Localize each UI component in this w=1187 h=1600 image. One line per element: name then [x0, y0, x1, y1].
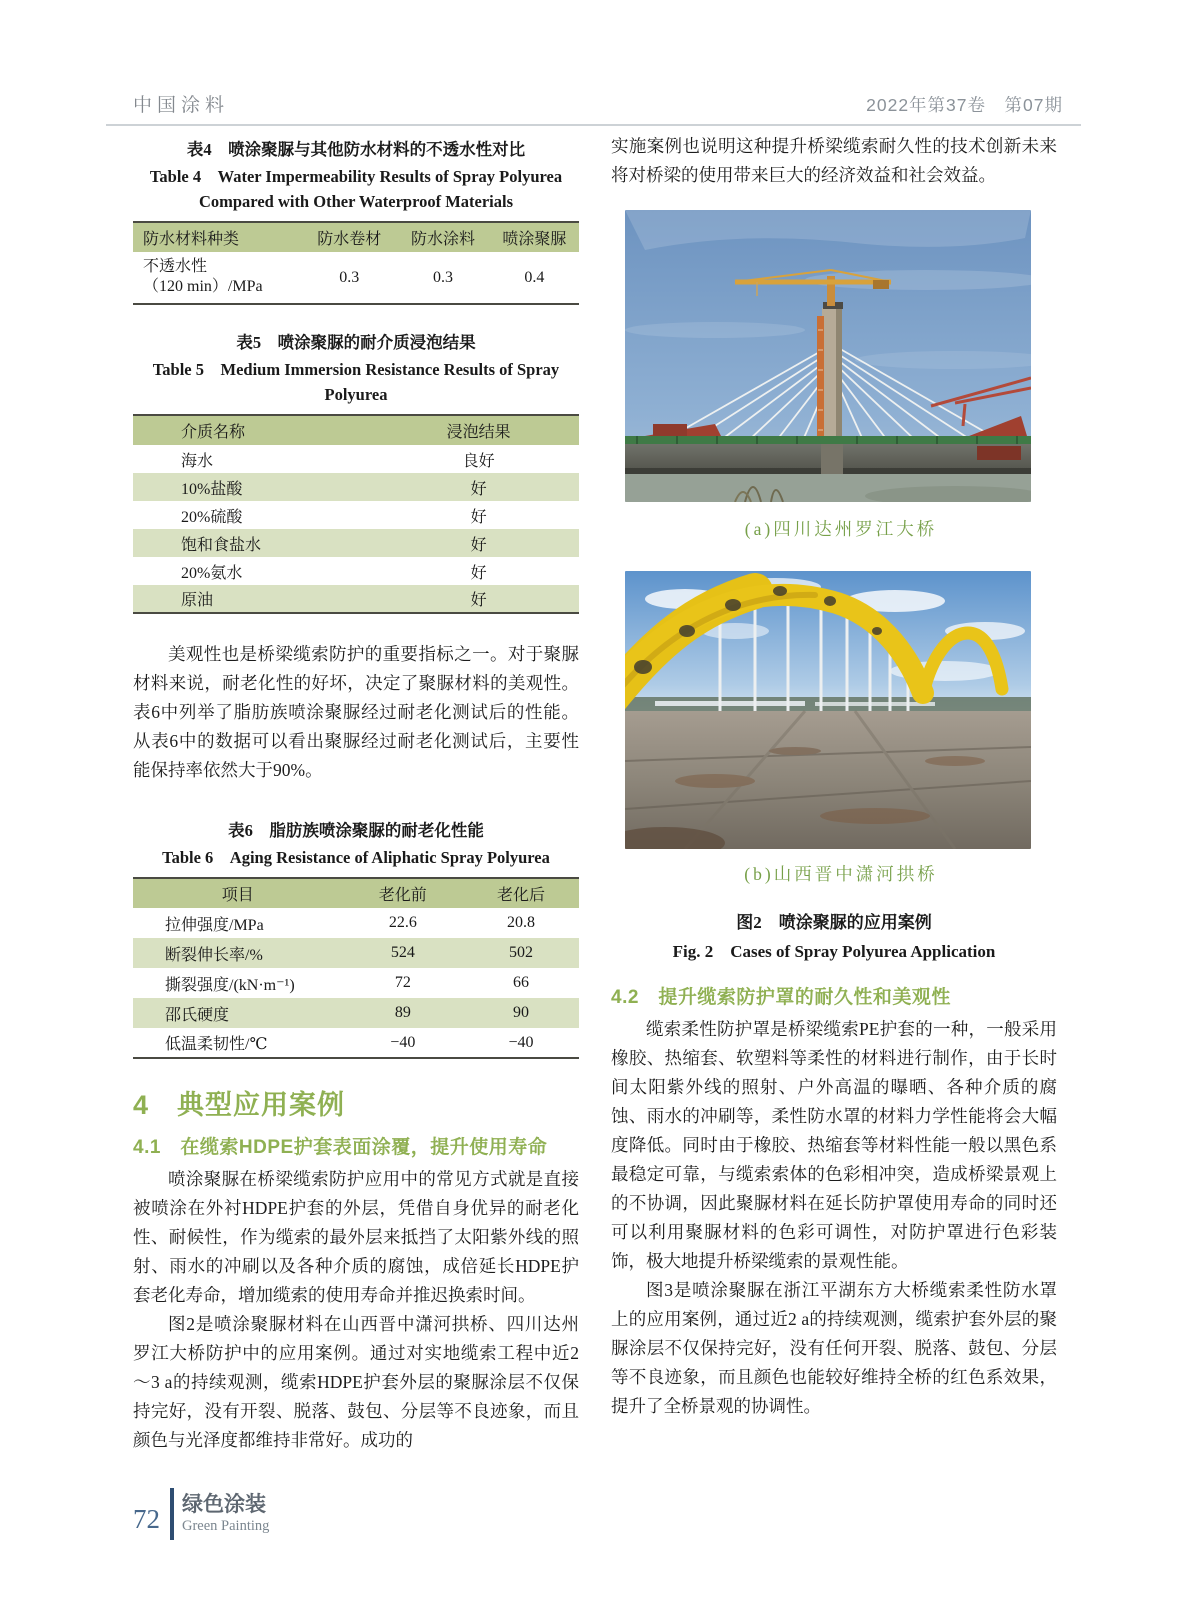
paragraph-fig3-case: 图3是喷涂聚脲在浙江平湖东方大桥缆索柔性防水罩上的应用案例，通过近2 a的持续观测，缆索护套外层的聚脲涂层不仅保持完好，没有任何开裂、脱落、鼓包、分层等不良迹象，而且颜色也能较好维持全桥的红色系效果，提升了全桥景观的协调性。 [611, 1280, 1057, 1416]
table4-data-row [133, 252, 579, 304]
section-4-2-heading: 4.2 提升缆索防护罩的耐久性和美观性 [611, 987, 951, 1008]
table6-item: 断裂伸长率/% [133, 938, 343, 968]
table6-title-en: Table 6 Aging Resistance of Aliphatic Spray Polyurea [162, 848, 550, 867]
table6-after: 502 [463, 938, 579, 968]
table6-row [133, 968, 579, 998]
table5-medium: 原油 [133, 585, 378, 613]
table5-result: 良好 [462, 452, 495, 470]
table6-header-cell: 老化前 [343, 878, 463, 908]
table4 [133, 221, 579, 305]
table6-header-cell: 老化后 [463, 878, 579, 908]
table5 [133, 414, 579, 614]
photo-a-caption: (a)四川达州罗江大桥 [744, 519, 938, 539]
table4-value: 0.3 [339, 268, 360, 286]
table5-result: 好 [378, 529, 579, 557]
table6-after: 90 [463, 998, 579, 1028]
table6-after: −40 [508, 1033, 534, 1051]
photo-arch-bridge [625, 571, 1031, 849]
table5-header-row [133, 415, 579, 445]
footer-section [182, 1493, 269, 1535]
table5-header-cell: 介质名称 [133, 415, 378, 445]
table4-header-row [133, 222, 579, 252]
table4-value: 0.4 [524, 268, 545, 286]
table6-item: 撕裂强度/(kN·m⁻¹) [165, 976, 295, 994]
table5-medium: 海水 [181, 452, 214, 470]
paragraph-hdpe: 喷涂聚脲在桥梁缆索防护应用中的常见方式就是直接被喷涂在外衬HDPE护套的外层，凭借自身优异的耐老化性、耐候性，作为缆索的最外层来抵挡了太阳紫外线的照射、雨水的冲刷以及各种介质的腐蚀，成倍延长HDPE护套老化寿命，增加缆索的使用寿命并推迟换索时间。 [133, 1169, 579, 1305]
table5-medium: 10%盐酸 [133, 473, 378, 501]
table6-before: 22.6 [388, 914, 417, 931]
left-column [133, 132, 579, 1455]
table5-row [133, 585, 579, 613]
photo-b-caption: (b)山西晋中潇河拱桥 [744, 864, 938, 884]
table6-after: 66 [513, 974, 529, 991]
table6-header-cell: 项目 [133, 878, 343, 908]
table5-title-zh: 表5 喷涂聚脲的耐介质浸泡结果 [236, 333, 476, 352]
table4-row-label [133, 252, 302, 304]
table5-medium: 20%氨水 [181, 564, 243, 582]
issue-info: 2022年第37卷 第07期 [866, 95, 1063, 115]
table6-row [133, 908, 579, 938]
table4-row-label-line1: 不透水性 [143, 258, 208, 275]
table4-title-zh: 表4 喷涂聚脲与其他防水材料的不透水性对比 [186, 140, 526, 159]
table4-title-en: Table 4 Water Impermeability Results of Spray Polyurea Compared with Other Waterproof Materials [149, 167, 563, 211]
table5-result: 好 [378, 585, 579, 613]
table5-result: 好 [470, 508, 487, 526]
table4-header-cell: 防水卷材 [302, 222, 396, 252]
journal-name: 中国涂料 [133, 95, 230, 116]
table5-row [133, 445, 579, 473]
table6-before: 89 [343, 998, 463, 1028]
paragraph-aesthetics: 美观性也是桥梁缆索防护的重要指标之一。对于聚脲材料来说，耐老化性的好坏，决定了聚脲材料的美观性。表6中列举了脂肪族喷涂聚脲经过耐老化测试后的性能。从表6中的数据可以看出聚脲经过耐老化测试后，主要性能保持率依然大于90%。 [133, 644, 579, 780]
figure2-caption-en: Fig. 2 Cases of Spray Polyurea Application [672, 942, 996, 961]
section-4-1-heading: 4.1 在缆索HDPE护套表面涂覆，提升使用寿命 [133, 1137, 548, 1158]
table6-item: 拉伸强度/MPa [165, 916, 264, 934]
table5-result: 好 [378, 473, 579, 501]
table5-row [133, 501, 579, 529]
table4-header-cell: 喷涂聚脲 [490, 222, 579, 252]
footer-section-en: Green Painting [182, 1518, 270, 1534]
table5-row [133, 557, 579, 585]
page-footer [133, 1488, 269, 1540]
table5-medium: 饱和食盐水 [133, 529, 378, 557]
footer-divider-bar [170, 1488, 174, 1540]
header-divider [106, 124, 1081, 126]
table6-item: 低温柔韧性/℃ [165, 1036, 268, 1053]
section-4-heading: 4 典型应用案例 [133, 1090, 346, 1120]
table6-row [133, 998, 579, 1028]
table5-title-en: Table 5 Medium Immersion Resistance Results of Spray Polyurea [152, 360, 560, 404]
pylon [817, 302, 843, 444]
table5-row [133, 529, 579, 557]
table6-row [133, 1028, 579, 1058]
table5-result: 好 [470, 564, 487, 582]
paragraph-fig2-cases: 图2是喷涂聚脲材料在山西晋中潇河拱桥、四川达州罗江大桥防护中的应用案例。通过对实地缆索工程中近2～3 a的持续观测，缆索HDPE护套外层的聚脲涂层不仅保持完好，没有开裂、脱落、鼓包、分层等不良迹象，而且颜色与光泽度都维持非常好。成功的 [133, 1314, 579, 1450]
right-column [611, 132, 1057, 1421]
table6-row [133, 938, 579, 968]
table6-after: 20.8 [507, 914, 535, 931]
table6-before: 72 [394, 974, 411, 991]
table6 [133, 877, 579, 1059]
table5-row [133, 473, 579, 501]
table4-value: 0.3 [432, 268, 453, 286]
table4-header-cell: 防水涂料 [396, 222, 490, 252]
table6-header-row [133, 878, 579, 908]
table6-item: 邵氏硬度 [133, 998, 343, 1028]
table4-row-label-line2: （120 min）/MPa [143, 278, 263, 295]
footer-section-zh: 绿色涂装 [182, 1493, 266, 1516]
paragraph-protective-cover: 缆索柔性防护罩是桥梁缆索PE护套的一种，一般采用橡胶、热缩套、软塑料等柔性的材料进行制作，由于长时间太阳紫外线的照射、户外高温的曝晒、各种介质的腐蚀、雨水的冲刷等，柔性防水罩的材料力学性能将会大幅度降低。同时由于橡胶、热缩套等材料性能一般以黑色系最稳定可靠，与缆索索体的色彩相冲突，造成桥梁景观上的不协调，因此聚脲材料在延长防护罩使用寿命的同时还可以利用聚脲材料的色彩可调性，对防护罩进行色彩装饰，极大地提升桥梁缆索的景观性能。 [611, 1019, 1057, 1271]
figure2-caption-zh: 图2 喷涂聚脲的应用案例 [736, 913, 932, 932]
table6-title-zh: 表6 脂肪族喷涂聚脲的耐老化性能 [228, 821, 484, 840]
table5-header-cell: 浸泡结果 [378, 415, 579, 445]
table4-header-cell: 防水材料种类 [133, 222, 302, 252]
paragraph-benefits: 实施案例也说明这种提升桥梁缆索耐久性的技术创新未来将对桥梁的使用带来巨大的经济效益和社会效益。 [611, 136, 1057, 185]
photo-cable-stayed-bridge [625, 210, 1031, 502]
table5-medium: 20%硫酸 [181, 508, 243, 526]
table6-before: 524 [343, 938, 463, 968]
page-number: 72 [133, 1503, 160, 1534]
foreground-ground [625, 474, 1031, 502]
table6-before: −40 [390, 1033, 416, 1051]
